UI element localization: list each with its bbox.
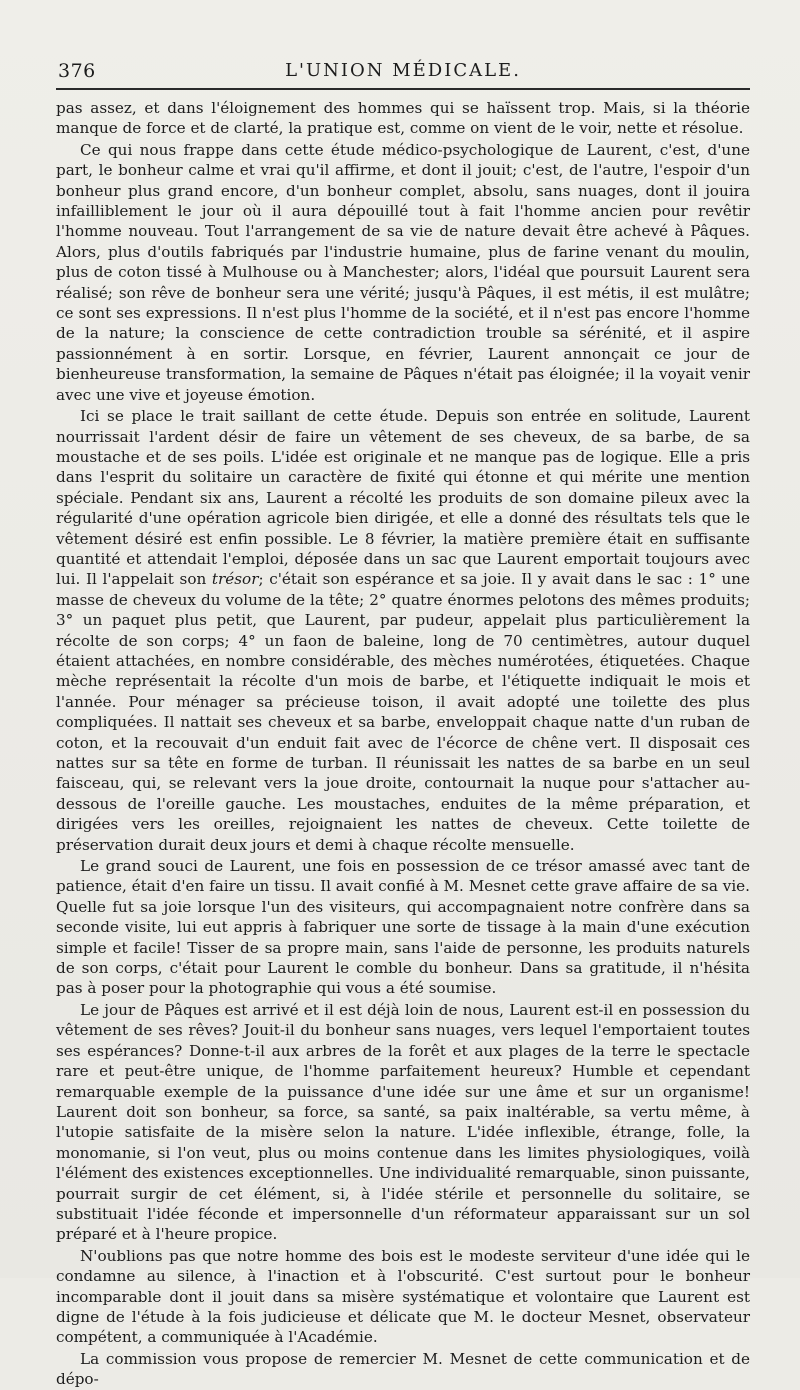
paragraph-bonheur: Ce qui nous frappe dans cette étude médico-psychologique de Laurent, c'est, d'une part, le bonheur calme et vrai qu'il affirme, et dont il jouit; c'est, de l'autre, l'espoir d'un bonheur plus grand encore, d'un bonheur complet, absolu, sans nuages, dont il jouira infailliblement le jour où il aura dépouillé tout à fait l'homme ancien pour revêtir l'homme nouveau. Tout l'arrangement de sa vie de nature devait être achevé à Pâques. Alors, plus d'outils fabriqués par l'industrie humaine, plus de farine venant du moulin, plus de coton tissé à Mulhouse ou à Manchester; alors, l'idéal que poursuit Laurent sera réalisé; son rêve de bonheur sera une vérité; jusqu'à Pâques, il est métis, il est mulâtre; ce sont ses expressions. Il n'est plus l'homme de la société, et il n'est pas encore l'homme de la nature; la conscience de cette contradiction trouble sa sérénité, et il aspire passionnément à en sortir. Lorsque, en février, Laurent annonçait ce jour de bienheureuse transformation, la semaine de Pâques n'était pas éloignée; il la voyait venir avec une vive et joyeuse émotion. — [56, 140, 750, 404]
paragraph-commission: La commission vous propose de remercier M. Mesnet de cette communication et de dépo- — [56, 1349, 750, 1389]
paragraph-paques: Le jour de Pâques est arrivé et il est déjà loin de nous, Laurent est-il en possession du vêtement de ses rêves? Jouit-il du bonheur sans nuages, vers lequel l'emportaient toutes ses espérances? Donne-t-il aux arbres de la forêt et aux plages de la terre le spectacle rare et peut-être unique, de l'homme parfaitement heureux? Humble et cependant remarquable exemple de la puissance d'une idée sur une âme et sur un organisme! Laurent doit son bonheur, sa force, sa santé, sa paix inaltérable, sa vertu même, à l'utopie satisfaite de la misère selon la nature. L'idée inflexible, étrange, folle, la monomanie, si l'on veut, plus ou moins contenue dans les limites physiologiques, voilà l'élément des existences exceptionnelles. Une individualité remarquable, sinon puissante, pourrait surgir de cet élément, si, à l'idée stérile et personnelle du solitaire, se substituait l'idée féconde et impersonnelle d'un réformateur apparaissant sur un sol préparé et à l'heure propice. — [56, 1000, 750, 1244]
paragraph-serviteur: N'oublions pas que notre homme des bois est le modeste serviteur d'une idée qui le condamne au silence, à l'inaction et à l'obscurité. C'est surtout pour le bonheur incomparable dont il jouit dans sa misère systématique et volontaire que Laurent est digne de l'étude à la fois judicieuse et délicate que M. le docteur Mesnet, observateur compétent, a communiquée à l'Académie. — [56, 1246, 750, 1347]
article-body — [56, 98, 750, 1390]
journal-title: L'UNION MÉDICALE. — [285, 60, 521, 81]
paragraph-continued: pas assez, et dans l'éloignement des hommes qui se haïssent trop. Mais, si la théorie manque de force et de clarté, la pratique est, comme on vient de le voir, nette et résolue. — [56, 99, 750, 138]
paragraph-souci: Le grand souci de Laurent, une fois en possession de ce trésor amassé avec tant de patience, était d'en faire un tissu. Il avait confié à M. Mesnet cette grave affaire de sa vie. Quelle fut sa joie lorsque l'un des visiteurs, qui accompagnaient notre confrère dans sa seconde visite, lui eut appris à fabriquer une sorte de tissage à la main d'une exécution simple et facile! Tisser de sa propre main, sans l'aide de personne, les produits naturels de son corps, c'était pour Laurent le comble du bonheur. Dans sa gratitude, il n'hésita pas à poser pour la photographie qui vous a été soumise. — [56, 857, 750, 998]
emphasis-tresor: trésor — [211, 570, 259, 589]
paragraph-tresor-text-after: ; c'était son espérance et sa joie. Il y avait dans le sac : 1° une masse de cheveux du volume de la tête; 2° quatre énormes pelotons des mêmes produits; 3° un paquet plus petit, que Laurent, par pudeur, appelait plus particulièrement la récolte de son corps; 4° un faon de baleine, long de 70 centimètres, autour duquel étaient attachées, en nombre considérable, des mèches numérotées, étiquetées. Chaque mèche représentait la récolte d'un mois de barbe, et l'étiquette indiquait le mois et l'année. Pour ménager sa précieuse toison, il avait adopté une toilette des plus compliquées. Il nattait ses cheveux et sa barbe, enveloppait chaque natte d'un ruban de coton, et la recouvait d'un enduit fait avec de l'écorce de chêne vert. Il disposait ces nattes sur sa tête en forme de turban. Il réunissait les nattes de sa barbe en un seul faisceau, qui, se relevant vers la joue droite, contournait la nuque pour s'attacher au-dessous de l'oreille gauche. Les moustaches, enduites de la même préparation, et dirigées vers les oreilles, rejoignaient les nattes de cheveux. Cette toilette de préservation durait deux jours et demi à chaque récolte mensuelle. — [56, 570, 750, 854]
page-number: 376 — [58, 60, 96, 82]
paragraph-tresor — [56, 406, 750, 855]
running-header — [56, 56, 750, 90]
paragraph-tresor-text: Ici se place le trait saillant de cette étude. Depuis son entrée en solitude, Laurent nourrissait l'ardent désir de faire un vêtement de ses cheveux, de sa barbe, de sa moustache et de ses poils. L'idée est originale et ne manque pas de logique. Elle a pris dans l'esprit du solitaire un caractère de fixité qui étonne et qui mérite une mention spéciale. Pendant six ans, Laurent a récolté les produits de son domaine pileux avec la régularité d'une opération agricole bien dirigée, et elle a donné des résultats tels que le vêtement désiré est enfin possible. Le 8 février, la matière première était en suffisante quantité et attendait l'emploi, déposée dans un sac que Laurent emportait toujours avec lui. Il l'appelait son — [56, 407, 750, 589]
